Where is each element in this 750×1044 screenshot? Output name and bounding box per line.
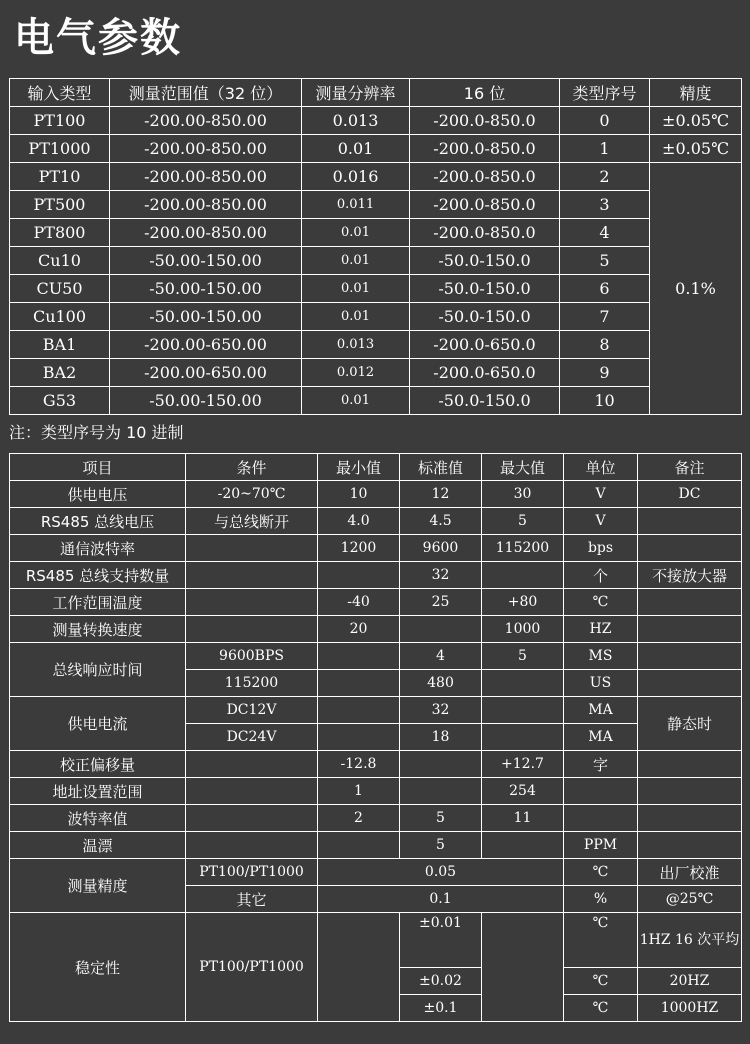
item-cell: RS485 总线支持数量 [10,562,186,589]
input-type-cell: Cu10 [10,247,110,275]
remark-cell [638,643,742,670]
resolution-cell: 0.01 [302,387,410,415]
condition-cell: 9600BPS [186,643,318,670]
unit-cell: % [564,886,638,913]
item-cell: 稳定性 [10,913,186,1022]
condition-cell [186,778,318,805]
typ-cell [400,616,482,643]
remark-cell [638,535,742,562]
max-cell [482,832,564,859]
typ-cell: 12 [400,481,482,508]
min-cell [318,697,400,724]
remark-cell: 1000HZ [638,995,742,1022]
typ-cell: ±0.1 [400,995,482,1022]
min-cell [318,832,400,859]
input-type-cell: G53 [10,387,110,415]
remark-cell: 静态时 [638,697,742,751]
column-header: 条件 [186,454,318,481]
min-cell [318,670,400,697]
max-cell [482,913,564,1022]
input-type-cell: Cu100 [10,303,110,331]
max-cell [482,724,564,751]
condition-cell: PT100/PT1000 [186,913,318,1022]
max-cell: 11 [482,805,564,832]
range16-cell: -50.0-150.0 [410,387,560,415]
condition-cell [186,589,318,616]
min-cell: -40 [318,589,400,616]
condition-cell [186,751,318,778]
min-cell: 20 [318,616,400,643]
column-header: 标准值 [400,454,482,481]
range16-cell: -50.0-150.0 [410,247,560,275]
range16-cell: -200.0-850.0 [410,191,560,219]
table-row [10,562,742,589]
resolution-cell: 0.01 [302,303,410,331]
table-row [10,191,742,219]
table-row [10,247,742,275]
column-header: 类型序号 [560,79,650,107]
table-header-row [10,454,742,481]
range16-cell: -200.0-850.0 [410,107,560,135]
item-cell: RS485 总线电压 [10,508,186,535]
table-row [10,913,742,968]
range16-cell: -200.0-850.0 [410,163,560,191]
condition-cell [186,535,318,562]
typ-cell: 5 [400,832,482,859]
range16-cell: -200.0-850.0 [410,219,560,247]
condition-cell [186,562,318,589]
type-index-cell: 3 [560,191,650,219]
item-cell: 供电电压 [10,481,186,508]
unit-cell: MA [564,724,638,751]
item-cell: 测量精度 [10,859,186,913]
table-row [10,303,742,331]
table-row [10,643,742,670]
typ-cell: 480 [400,670,482,697]
item-cell: 测量转换速度 [10,616,186,643]
range-cell: -200.00-850.00 [110,107,302,135]
typ-cell: 18 [400,724,482,751]
column-header: 备注 [638,454,742,481]
input-type-cell: PT500 [10,191,110,219]
remark-cell: DC [638,481,742,508]
typ-cell: 25 [400,589,482,616]
table-row [10,331,742,359]
accuracy-cell: ±0.05℃ [650,107,742,135]
type-index-cell: 5 [560,247,650,275]
range16-cell: -200.0-850.0 [410,135,560,163]
table-row [10,107,742,135]
type-index-cell: 10 [560,387,650,415]
item-cell: 工作范围温度 [10,589,186,616]
typ-cell: 32 [400,697,482,724]
resolution-cell: 0.011 [302,191,410,219]
typ-cell: 5 [400,805,482,832]
remark-cell [638,778,742,805]
unit-cell: HZ [564,616,638,643]
min-cell: 4.0 [318,508,400,535]
min-cell: -12.8 [318,751,400,778]
condition-cell: PT100/PT1000 [186,859,318,886]
unit-cell: V [564,481,638,508]
unit-cell: ℃ [564,968,638,995]
column-header: 测量范围值（32 位） [110,79,302,107]
table-row [10,135,742,163]
item-cell: 总线响应时间 [10,643,186,697]
min-cell: 1200 [318,535,400,562]
remark-cell [638,616,742,643]
electrical-params-table [9,453,742,1022]
column-header: 测量分辨率 [302,79,410,107]
range-cell: -200.00-850.00 [110,163,302,191]
table-row [10,219,742,247]
column-header: 最小值 [318,454,400,481]
min-cell [318,913,400,1022]
typ-cell [400,751,482,778]
remark-cell: @25℃ [638,886,742,913]
table-row [10,832,742,859]
input-type-table [9,78,742,415]
input-type-cell: PT10 [10,163,110,191]
range-cell: -50.00-150.00 [110,275,302,303]
condition-cell: 与总线断开 [186,508,318,535]
resolution-cell: 0.013 [302,107,410,135]
resolution-cell: 0.01 [302,275,410,303]
item-cell: 波特率值 [10,805,186,832]
min-cell [318,724,400,751]
type-index-cell: 2 [560,163,650,191]
max-cell: +12.7 [482,751,564,778]
input-type-cell: PT1000 [10,135,110,163]
column-header: 最大值 [482,454,564,481]
column-header: 精度 [650,79,742,107]
resolution-cell: 0.012 [302,359,410,387]
range-cell: -200.00-850.00 [110,219,302,247]
item-cell: 供电电流 [10,697,186,751]
unit-cell: 个 [564,562,638,589]
accuracy-cell: ±0.05℃ [650,135,742,163]
range16-cell: -50.0-150.0 [410,303,560,331]
condition-cell [186,805,318,832]
unit-cell: ℃ [564,995,638,1022]
condition-cell: DC24V [186,724,318,751]
unit-cell: ℃ [564,859,638,886]
min-cell [318,643,400,670]
range-cell: -200.00-850.00 [110,135,302,163]
type-index-cell: 0 [560,107,650,135]
merged-accuracy-cell: 0.1% [650,163,742,415]
table-row [10,535,742,562]
table-row [10,589,742,616]
resolution-cell: 0.01 [302,219,410,247]
remark-cell [638,670,742,697]
item-cell: 温漂 [10,832,186,859]
item-cell: 校正偏移量 [10,751,186,778]
min-cell: 10 [318,481,400,508]
unit-cell: US [564,670,638,697]
table-row [10,805,742,832]
resolution-cell: 0.016 [302,163,410,191]
range16-cell: -50.0-150.0 [410,275,560,303]
table-row [10,481,742,508]
unit-cell: V [564,508,638,535]
column-header: 输入类型 [10,79,110,107]
input-type-cell: CU50 [10,275,110,303]
condition-cell [186,832,318,859]
range-cell: -50.00-150.00 [110,247,302,275]
value-cell: 0.1 [318,886,564,913]
item-cell: 通信波特率 [10,535,186,562]
value-cell: 0.05 [318,859,564,886]
resolution-cell: 0.013 [302,331,410,359]
table-row [10,359,742,387]
typ-cell: 32 [400,562,482,589]
typ-cell [400,778,482,805]
typ-cell: ±0.02 [400,968,482,995]
max-cell: 115200 [482,535,564,562]
max-cell: +80 [482,589,564,616]
remark-cell [638,832,742,859]
range-cell: -200.00-850.00 [110,191,302,219]
max-cell: 1000 [482,616,564,643]
unit-cell: MA [564,697,638,724]
unit-cell: MS [564,643,638,670]
remark-cell: 不接放大器 [638,562,742,589]
remark-cell: 出厂校准 [638,859,742,886]
item-cell: 地址设置范围 [10,778,186,805]
table-row [10,697,742,724]
unit-cell: 字 [564,751,638,778]
unit-cell [564,805,638,832]
typ-cell: 4 [400,643,482,670]
remark-cell: 20HZ [638,968,742,995]
table-row [10,387,742,415]
typ-cell: ±0.01 [400,913,482,968]
range-cell: -200.00-650.00 [110,331,302,359]
column-header: 项目 [10,454,186,481]
unit-cell: bps [564,535,638,562]
table-row [10,751,742,778]
max-cell: 5 [482,508,564,535]
input-type-cell: PT100 [10,107,110,135]
range-cell: -200.00-650.00 [110,359,302,387]
resolution-cell: 0.01 [302,247,410,275]
column-header: 单位 [564,454,638,481]
type-index-cell: 7 [560,303,650,331]
condition-cell: DC12V [186,697,318,724]
unit-cell: ℃ [564,913,638,968]
condition-cell [186,616,318,643]
unit-cell: ℃ [564,589,638,616]
max-cell: 5 [482,643,564,670]
condition-cell: 115200 [186,670,318,697]
input-type-cell: PT800 [10,219,110,247]
input-type-cell: BA1 [10,331,110,359]
min-cell: 1 [318,778,400,805]
table-row [10,778,742,805]
remark-cell [638,589,742,616]
unit-cell: PPM [564,832,638,859]
unit-cell [564,778,638,805]
table-header-row [10,79,742,107]
type-index-cell: 9 [560,359,650,387]
remark-cell [638,508,742,535]
table-row [10,616,742,643]
type-index-cell: 1 [560,135,650,163]
range-cell: -50.00-150.00 [110,303,302,331]
typ-cell: 4.5 [400,508,482,535]
column-header: 16 位 [410,79,560,107]
max-cell [482,697,564,724]
table-row [10,508,742,535]
min-cell [318,562,400,589]
condition-cell: 其它 [186,886,318,913]
input-type-cell: BA2 [10,359,110,387]
type-index-cell: 8 [560,331,650,359]
max-cell [482,562,564,589]
type-index-note: 注：类型序号为 10 进制 [9,423,184,442]
range16-cell: -200.0-650.0 [410,359,560,387]
type-index-cell: 6 [560,275,650,303]
max-cell: 30 [482,481,564,508]
range-cell: -50.00-150.00 [110,387,302,415]
max-cell: 254 [482,778,564,805]
condition-cell: -20~70℃ [186,481,318,508]
max-cell [482,670,564,697]
remark-cell [638,751,742,778]
remark-cell: 1HZ 16 次平均 [638,913,742,968]
page-title: 电气参数 [14,15,182,61]
range16-cell: -200.0-650.0 [410,331,560,359]
min-cell: 2 [318,805,400,832]
type-index-cell: 4 [560,219,650,247]
table-row [10,859,742,886]
typ-cell: 9600 [400,535,482,562]
resolution-cell: 0.01 [302,135,410,163]
table-row [10,163,742,191]
remark-cell [638,805,742,832]
table-row [10,275,742,303]
